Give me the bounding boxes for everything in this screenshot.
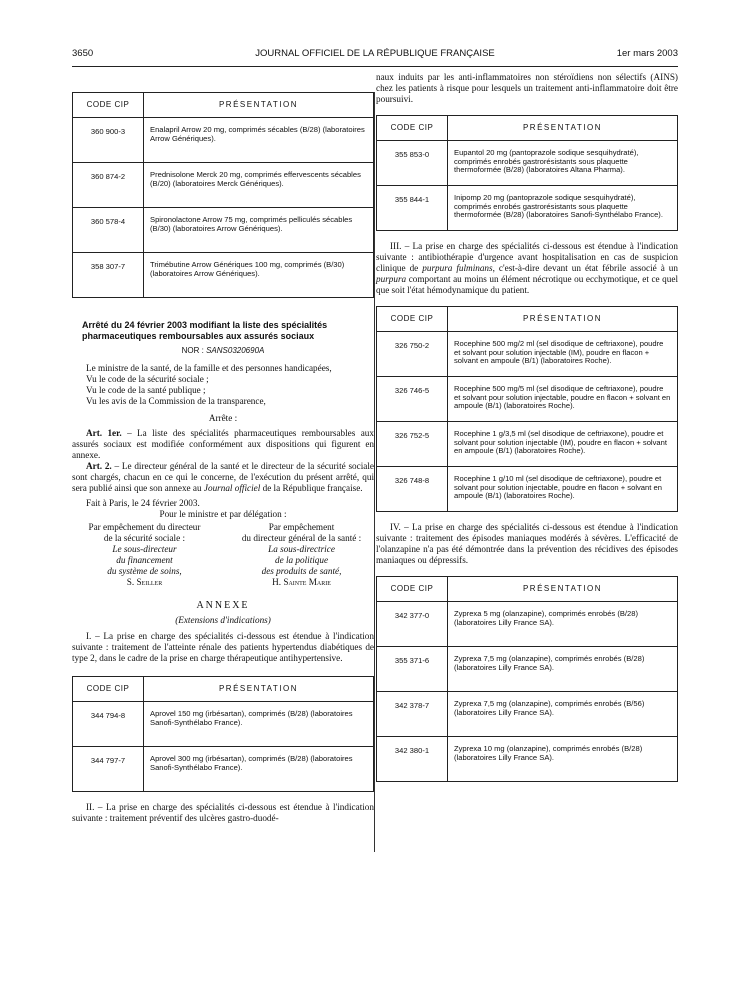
presentation-cell: Zyprexa 7,5 mg (olanzapine), comprimés enrobés (B/28) (laboratoires Lilly France SA). <box>448 647 678 692</box>
col-header-code: CODE CIP <box>377 116 448 141</box>
cip-code-cell: 355 853-0 <box>377 141 448 186</box>
presentation-cell: Enalapril Arrow 20 mg, comprimés sécables (B/28) (laboratoires Arrow Génériques). <box>144 118 374 163</box>
preamble-vu-2: Vu le code de la santé publique ; <box>86 385 206 395</box>
cip-code-cell: 342 378-7 <box>377 692 448 737</box>
sig-right-line: des produits de santé, <box>261 566 342 576</box>
signature-right <box>229 522 374 588</box>
article-2 <box>72 461 374 494</box>
signature-left <box>72 522 217 588</box>
col-header-code: CODE CIP <box>73 93 144 118</box>
article-1-label: Art. 1er. <box>86 428 122 438</box>
presentation-cell: Zyprexa 10 mg (olanzapine), comprimés enrobés (B/28) (laboratoires Lilly France SA). <box>448 737 678 782</box>
presentation-cell: Aprovel 150 mg (irbésartan), comprimés (B/28) (laboratoires Sanofi-Synthélabo France). <box>144 702 374 747</box>
sig-right-line: Par empêchement <box>268 522 335 532</box>
col-header-presentation: PRÉSENTATION <box>144 677 374 702</box>
nor-label: NOR : <box>181 346 204 355</box>
presentation-cell: Rocephine 500 mg/2 ml (sel disodique de ceftriaxone), poudre et solvant pour solution injectable (IM), poudre en flacon + solvant en ampoule (B/1) (laboratoires Roche). <box>448 332 678 377</box>
article-2-label: Art. 2. <box>86 461 112 471</box>
annexe-subtitle: (Extensions d'indications) <box>175 615 271 625</box>
table-row <box>377 141 678 186</box>
header-rule <box>72 66 678 67</box>
page-number: 3650 <box>72 48 94 59</box>
right-column <box>376 72 678 782</box>
cip-code-cell: 342 377-0 <box>377 602 448 647</box>
sig-left-line: de la sécurité sociale : <box>103 533 186 543</box>
fait-a-paris: Fait à Paris, le 24 février 2003. <box>86 498 200 508</box>
sig-right-line: du directeur général de la santé : <box>241 533 362 543</box>
article-1-text: – La liste des spécialités pharmaceutiques remboursables aux assurés sociaux est modifiée conformément aux dispositions qui figurent en annexe. <box>72 428 374 460</box>
presentation-cell: Spironolactone Arrow 75 mg, comprimés pelliculés sécables (B/30) (laboratoires Arrow Génériques). <box>144 208 374 253</box>
section-2-continued: naux induits par les anti-inflammatoires non stéroïdiens non sélectifs (AINS) chez les patients à risque pour lesquels un traitement anti-inflammatoire doit être poursuivi. <box>376 72 678 104</box>
table-row <box>73 208 374 253</box>
cip-code-cell: 326 748-8 <box>377 467 448 512</box>
cip-code-cell: 360 900-3 <box>73 118 144 163</box>
presentation-cell: Aprovel 300 mg (irbésartan), comprimés (B/28) (laboratoires Sanofi-Synthélabo France). <box>144 747 374 792</box>
table-row <box>377 692 678 737</box>
annexe-title: ANNEXE <box>196 600 250 611</box>
sig-right-line: La sous-directrice <box>268 544 335 554</box>
nor-reference <box>72 346 374 355</box>
cip-code-cell: 355 844-1 <box>377 186 448 231</box>
arrete-title: Arrêté du 24 février 2003 modifiant la liste des spécialités pharmaceutiques remboursables aux assurés sociaux <box>82 320 328 341</box>
table-row <box>73 253 374 298</box>
table-row <box>73 747 374 792</box>
sig-left-line: Le sous-directeur <box>112 544 177 554</box>
cip-code-cell: 344 794-8 <box>73 702 144 747</box>
delegation-line: Pour le ministre et par délégation : <box>159 509 287 519</box>
table-row <box>377 737 678 782</box>
sig-left-name: S. Seiller <box>126 577 163 587</box>
preamble-vu-1: Vu le code de la sécurité sociale ; <box>86 374 209 384</box>
section-3-text: III. – La prise en charge des spécialités ci-dessous est étendue à l'indication suivante : antibiothérapie d'urgence avant hospitalisation en cas de suspicion clinique de purpura fulminans, c'est-à-dire devant un état fébrile associé à un purpura comportant au moins un élément nécrotique ou ecchymotique, et ce quel que soit l'état hémodynamique du patient. <box>376 241 678 295</box>
col-header-presentation: PRÉSENTATION <box>144 93 374 118</box>
sig-left-line: du système de soins, <box>107 566 182 576</box>
column-separator <box>374 92 375 852</box>
table-row <box>377 186 678 231</box>
preamble-vu-3: Vu les avis de la Commission de la transparence, <box>86 396 266 406</box>
table-row <box>377 377 678 422</box>
cip-code-cell: 358 307-7 <box>73 253 144 298</box>
sig-right-line: de la politique <box>274 555 329 565</box>
cip-code-cell: 355 371-6 <box>377 647 448 692</box>
presentation-cell: Trimébutine Arrow Génériques 100 mg, comprimés (B/30) (laboratoires Arrow Génériques). <box>144 253 374 298</box>
presentation-cell: Rocephine 500 mg/5 ml (sel disodique de ceftriaxone), poudre et solvant pour solution injectable, poudre en flacon + solvant en ampoule (B/1) (laboratoires Roche). <box>448 377 678 422</box>
presentation-cell: Rocephine 1 g/3,5 ml (sel disodique de ceftriaxone), poudre et solvant pour solution injectable (IM), poudre en flacon + solvant en ampoule (B/1) (laboratoires Roche). <box>448 422 678 467</box>
sig-right-name: H. Sainte Marie <box>272 577 331 587</box>
cip-code-cell: 342 380-1 <box>377 737 448 782</box>
preamble-minister: Le ministre de la santé, de la famille et des personnes handicapées, <box>86 363 332 373</box>
presentation-cell: Zyprexa 5 mg (olanzapine), comprimés enrobés (B/28) (laboratoires Lilly France SA). <box>448 602 678 647</box>
arrete-word: Arrête : <box>208 413 238 423</box>
presentation-cell: Eupantol 20 mg (pantoprazole sodique sesquihydraté), comprimés enrobés gastrorésistants sous plaquette thermoformée (B/28) (laboratoires Altana Pharma). <box>448 141 678 186</box>
page-header <box>72 48 678 62</box>
table-row <box>377 602 678 647</box>
col-header-presentation: PRÉSENTATION <box>448 307 678 332</box>
table-row <box>377 422 678 467</box>
signatures <box>72 522 374 588</box>
cip-code-cell: 326 750-2 <box>377 332 448 377</box>
table-rocephine <box>376 306 678 512</box>
section-1-text: I. – La prise en charge des spécialités ci-dessous est étendue à l'indication suivante : traitement de l'atteinte rénale des patients hypertendus diabétiques de type 2, dans le cadre de la prise en charge thérapeutique antihypertensive. <box>72 631 374 663</box>
journal-title: JOURNAL OFFICIEL DE LA RÉPUBLIQUE FRANÇAISE <box>255 48 495 59</box>
col-header-code: CODE CIP <box>377 307 448 332</box>
presentation-cell: Rocephine 1 g/10 ml (sel disodique de ceftriaxone), poudre et solvant pour solution injectable, poudre en flacon + solvant en ampoule (B/1) (laboratoires Roche). <box>448 467 678 512</box>
table-aprovel <box>72 676 374 792</box>
cip-code-cell: 326 746-5 <box>377 377 448 422</box>
section-4-text: IV. – La prise en charge des spécialités ci-dessous est étendue à l'indication suivante : traitement des épisodes maniaques modérés à sévères. L'efficacité de l'olanzapine n'a pas été démontrée dans la prévention des récidives des épisodes maniaques ou dépressifs. <box>376 522 678 565</box>
table-row <box>377 467 678 512</box>
table-row <box>377 332 678 377</box>
table-pantoprazole <box>376 115 678 231</box>
table-row <box>377 647 678 692</box>
sig-left-line: Par empêchement du directeur <box>88 522 201 532</box>
sig-left-line: du financement <box>116 555 173 565</box>
article-1 <box>72 428 374 461</box>
table-row <box>73 163 374 208</box>
article-2-text: – Le directeur général de la santé et le directeur de la sécurité sociale sont chargés, chacun en ce qui le concerne, de l'exécution du présent arrêté, qui sera publié ainsi que son annexe au Journal officiel de la République française. <box>72 461 374 493</box>
issue-date: 1er mars 2003 <box>616 48 678 59</box>
cip-code-cell: 326 752-5 <box>377 422 448 467</box>
left-column <box>72 92 374 824</box>
col-header-presentation: PRÉSENTATION <box>448 116 678 141</box>
col-header-presentation: PRÉSENTATION <box>448 577 678 602</box>
cip-code-cell: 344 797-7 <box>73 747 144 792</box>
presentation-cell: Prednisolone Merck 20 mg, comprimés effervescents sécables (B/20) (laboratoires Merck Génériques). <box>144 163 374 208</box>
presentation-cell: Zyprexa 7,5 mg (olanzapine), comprimés enrobés (B/56) (laboratoires Lilly France SA). <box>448 692 678 737</box>
table-zyprexa <box>376 576 678 782</box>
col-header-code: CODE CIP <box>377 577 448 602</box>
table-row <box>73 702 374 747</box>
col-header-code: CODE CIP <box>73 677 144 702</box>
presentation-cell: Inipomp 20 mg (pantoprazole sodique sesquihydraté), comprimés enrobés gastrorésistants sous plaquette thermoformée (B/28) (laboratoires Sanofi-Synthélabo France). <box>448 186 678 231</box>
cip-code-cell: 360 578-4 <box>73 208 144 253</box>
nor-value: SANS0320690A <box>206 346 265 355</box>
table-generics <box>72 92 374 298</box>
cip-code-cell: 360 874-2 <box>73 163 144 208</box>
table-row <box>73 118 374 163</box>
section-2-text: II. – La prise en charge des spécialités ci-dessous est étendue à l'indication suivante : traitement préventif des ulcères gastro-duodé- <box>72 802 374 823</box>
